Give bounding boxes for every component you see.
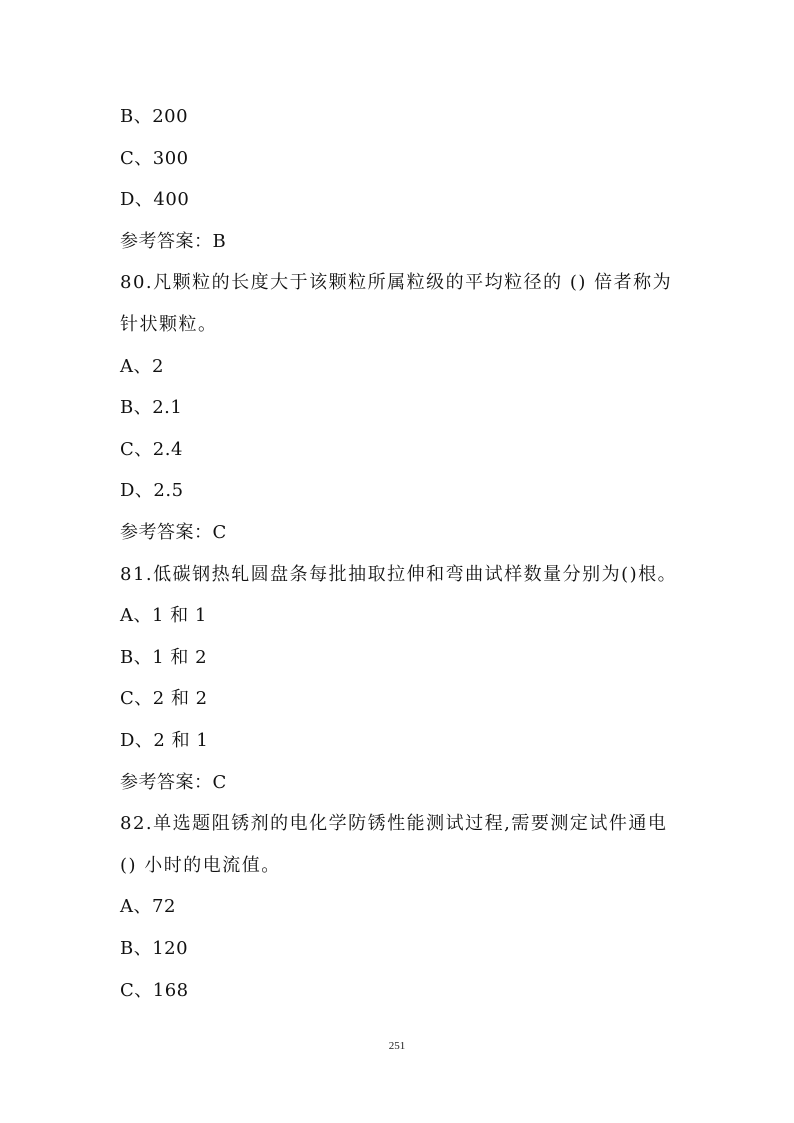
question-82-option-a: A、72 <box>120 896 176 917</box>
question-82-stem-continued: () 小时的电流值。 <box>120 855 281 876</box>
question-82-stem: 82.单选题阻锈剂的电化学防锈性能测试过程,需要测定试件通电 <box>120 813 668 834</box>
question-81-option-c: C、2 和 2 <box>120 688 208 709</box>
question-80-option-d: D、2.5 <box>120 480 184 501</box>
question-81-option-b: B、1 和 2 <box>120 647 208 668</box>
question-81-stem: 81.低碳钢热轧圆盘条每批抽取拉伸和弯曲试样数量分别为()根。 <box>120 564 678 585</box>
question-81-option-a: A、1 和 1 <box>120 605 207 626</box>
page-number: 251 <box>388 1040 406 1052</box>
question-80-option-a: A、2 <box>120 356 164 377</box>
question-80-stem-continued: 针状颗粒。 <box>120 314 218 335</box>
option-d-400: D、400 <box>120 189 190 210</box>
question-80-stem: 80.凡颗粒的长度大于该颗粒所属粒级的平均粒径的 () 倍者称为 <box>120 272 673 293</box>
answer-81: 参考答案：C <box>120 772 227 793</box>
option-b-200: B、200 <box>120 106 189 127</box>
question-82-option-c: C、168 <box>120 980 189 1001</box>
question-80-option-b: B、2.1 <box>120 397 183 418</box>
answer-80: 参考答案：C <box>120 522 227 543</box>
question-80-option-c: C、2.4 <box>120 439 183 460</box>
question-81-option-d: D、2 和 1 <box>120 730 209 751</box>
option-c-300: C、300 <box>120 148 189 169</box>
question-82-option-b: B、120 <box>120 938 189 959</box>
answer-79: 参考答案：B <box>120 231 227 252</box>
